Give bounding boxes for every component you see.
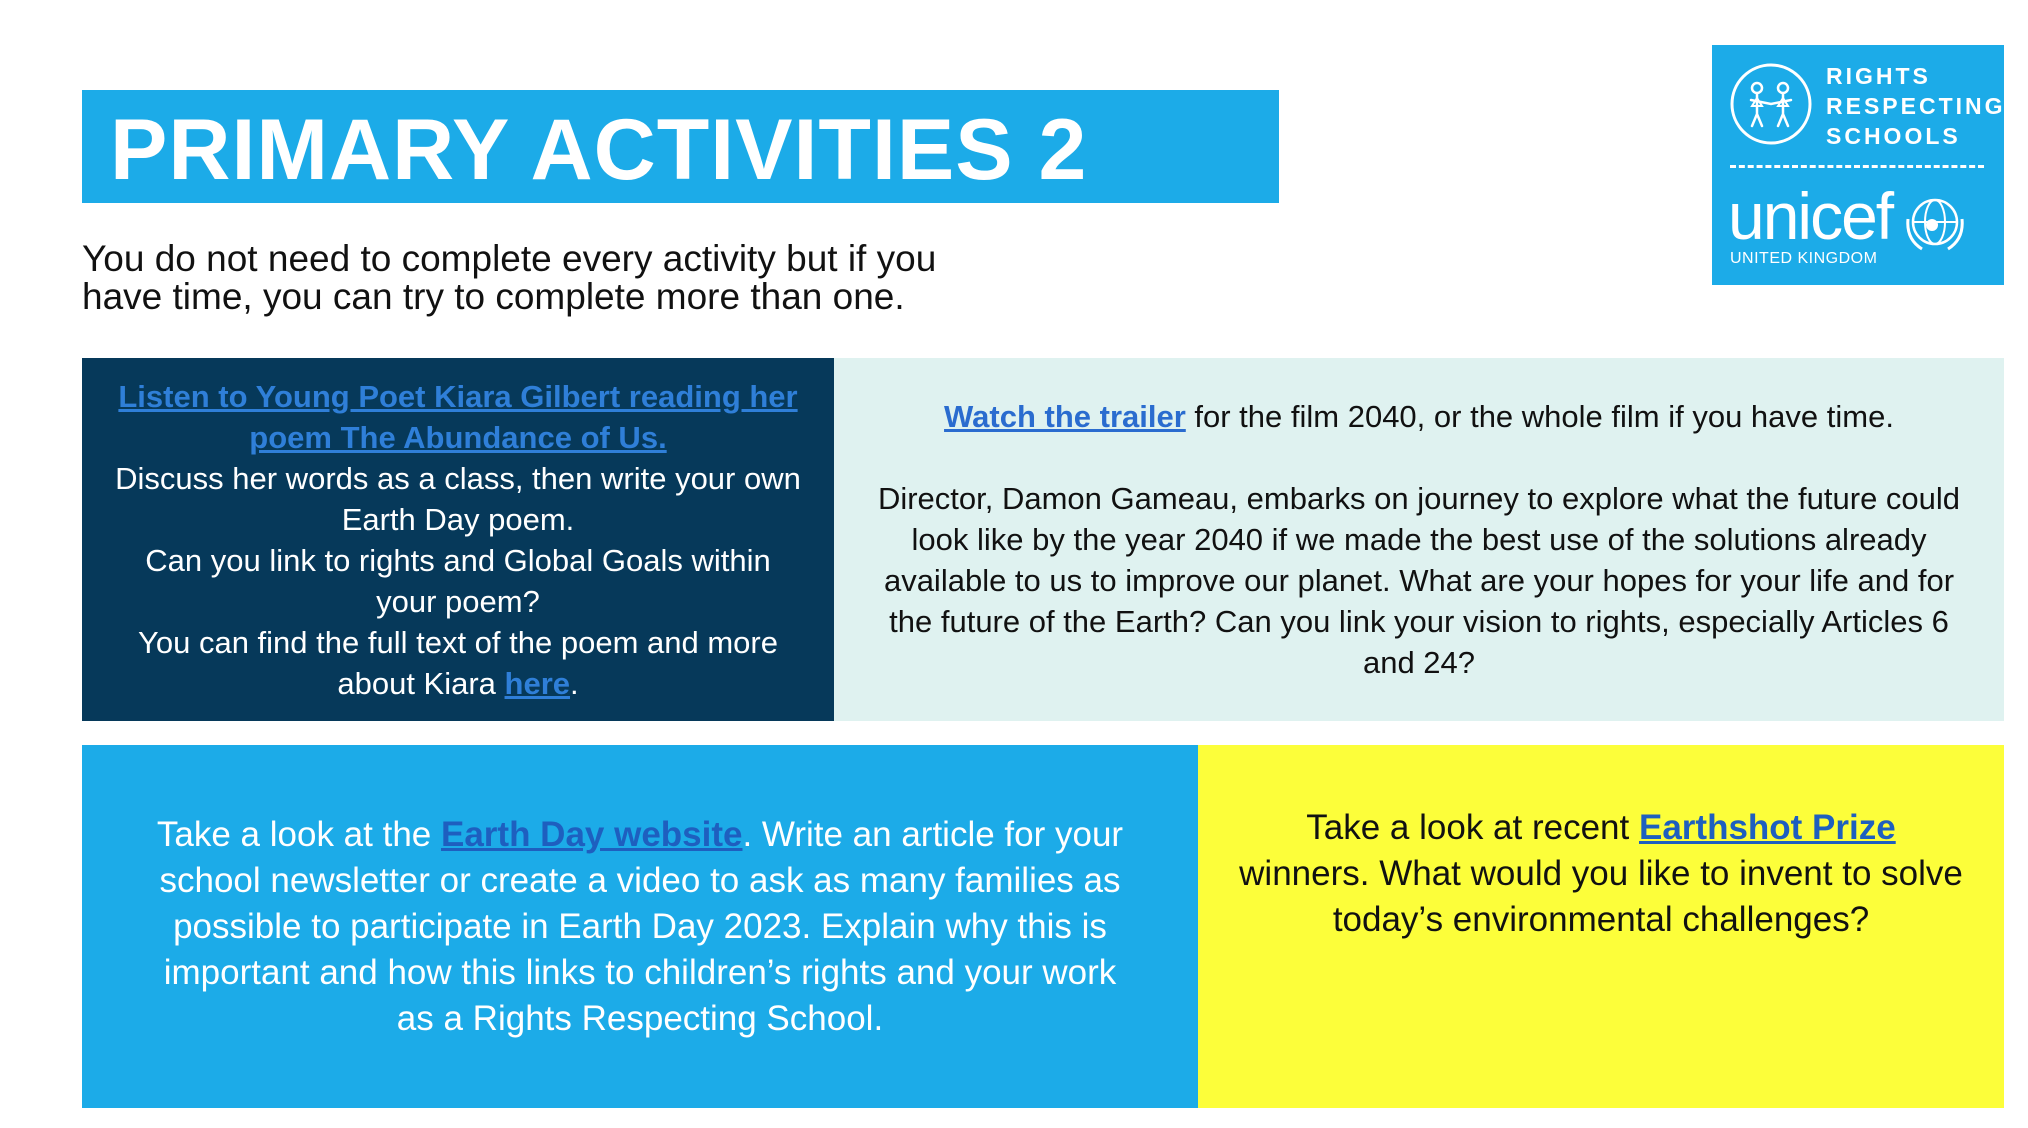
rights-respecting-schools-logo (1712, 45, 2004, 285)
film-activity-panel (834, 358, 2004, 721)
poem-here-link[interactable]: here (504, 665, 571, 701)
children-circle-icon (1729, 62, 1813, 146)
intro-line-1: You do not need to complete every activity but if you (82, 238, 937, 279)
unicef-globe-icon (1902, 189, 1968, 255)
poem-text-3: You can find the full text of the poem and more about Kiara here. (138, 624, 778, 701)
film-text-2: Director, Damon Gameau, embarks on journey to explore what the future could look like by the year 2040 if we made the best use of the solutions already available to us to improve our planet. What are your hopes for your life and for the future of the Earth? Can you link your vision to rights, especially Articles 6 and 24? (877, 481, 1961, 680)
earthshot-text: Take a look at recent Earthshot Prize winners. What would you like to invent to solve today’s environmental challenges? (1239, 808, 1963, 939)
title-banner (82, 90, 1279, 203)
kiara-gilbert-poem-link[interactable]: Listen to Young Poet Kiara Gilbert reading her poem The Abundance of Us. (118, 378, 798, 455)
page-title: PRIMARY ACTIVITIES 2 (110, 101, 1088, 198)
watch-trailer-link[interactable]: Watch the trailer (944, 399, 1186, 434)
intro-line-2: have time, you can try to complete more than one. (82, 276, 905, 317)
poem-text-2: Can you link to rights and Global Goals within your poem? (145, 542, 771, 619)
film-text-1: Watch the trailer for the film 2040, or the whole film if you have time. (944, 399, 1894, 434)
earth-day-website-link[interactable]: Earth Day website (440, 814, 743, 854)
intro-text (82, 240, 1062, 316)
poem-activity-panel (82, 358, 834, 721)
logo-divider (1730, 165, 1984, 168)
logo-brand: unicef (1728, 179, 1893, 253)
earthday-activity-panel (82, 745, 1198, 1108)
earthshot-prize-link[interactable]: Earthshot Prize (1638, 808, 1896, 847)
logo-subtitle: UNITED KINGDOM (1730, 250, 1878, 267)
earthshot-activity-panel (1198, 745, 2004, 1108)
poem-text-1: Discuss her words as a class, then write your own Earth Day poem. (115, 460, 801, 537)
earthday-text: Take a look at the Earth Day website. Write an article for your school newsletter or create a video to ask as many families as possible to participate in Earth Day 2023. Explain why this is important and how this links to children’s rights and your work as a Rights Respecting School. (156, 814, 1124, 1038)
logo-rrs-text: RIGHTS RESPECTING SCHOOLS (1826, 63, 2006, 149)
